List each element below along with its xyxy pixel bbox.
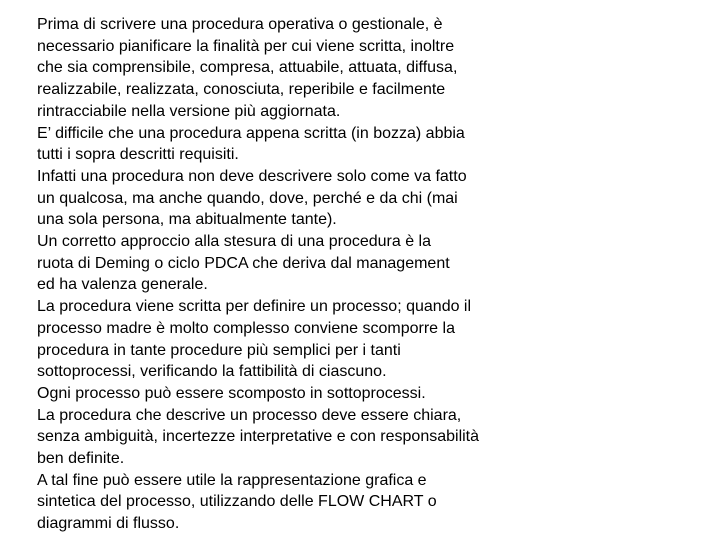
text-line: Un corretto approccio alla stesura di una procedura è la	[37, 233, 431, 251]
text-line: Prima di scrivere una procedura operativa o gestionale, è	[37, 16, 443, 33]
text-line: ruota di Deming o ciclo PDCA che deriva dal management	[37, 254, 450, 272]
text-line: ed ha valenza generale.	[37, 276, 208, 294]
text-line: A tal fine può essere utile la rappresentazione grafica e	[37, 471, 427, 489]
text-line: rintracciabile nella versione più aggiornata.	[37, 102, 341, 120]
text-line: La procedura che descrive un processo deve essere chiara,	[37, 406, 462, 424]
text-line: senza ambiguità, incertezze interpretative e con responsabilità	[37, 428, 480, 446]
text-line: diagrammi di flusso.	[37, 515, 180, 533]
text-line: un qualcosa, ma anche quando, dove, perché e da chi (mai	[37, 189, 458, 207]
text-line: Infatti una procedura non deve descrivere solo come va fatto	[37, 167, 467, 185]
text-line: necessario pianificare la finalità per cui viene scritta, inoltre	[37, 37, 455, 55]
text-line: procedura in tante procedure più semplici per i tanti	[37, 341, 401, 359]
text-line: che sia comprensibile, compresa, attuabile, attuata, diffusa,	[37, 59, 458, 77]
text-line: realizzabile, realizzata, conosciuta, reperibile e facilmente	[37, 81, 446, 99]
text-line: una sola persona, ma abitualmente tante).	[37, 211, 337, 229]
text-line: ben definite.	[37, 450, 125, 468]
text-line: processo madre è molto complesso conviene scomporre la	[37, 319, 455, 337]
body-text	[37, 14, 577, 535]
text-line: E’ difficile che una procedura appena scritta (in bozza) abbia	[37, 124, 465, 142]
text-line: La procedura viene scritta per definire un processo; quando il	[37, 298, 472, 316]
text-line: sottoprocessi, verificando la fattibilità di ciascuno.	[37, 363, 387, 381]
text-line: tutti i sopra descritti requisiti.	[37, 146, 239, 164]
text-line: sintetica del processo, utilizzando delle FLOW CHART o	[37, 493, 437, 511]
text-line: Ogni processo può essere scomposto in sottoprocessi.	[37, 384, 426, 402]
